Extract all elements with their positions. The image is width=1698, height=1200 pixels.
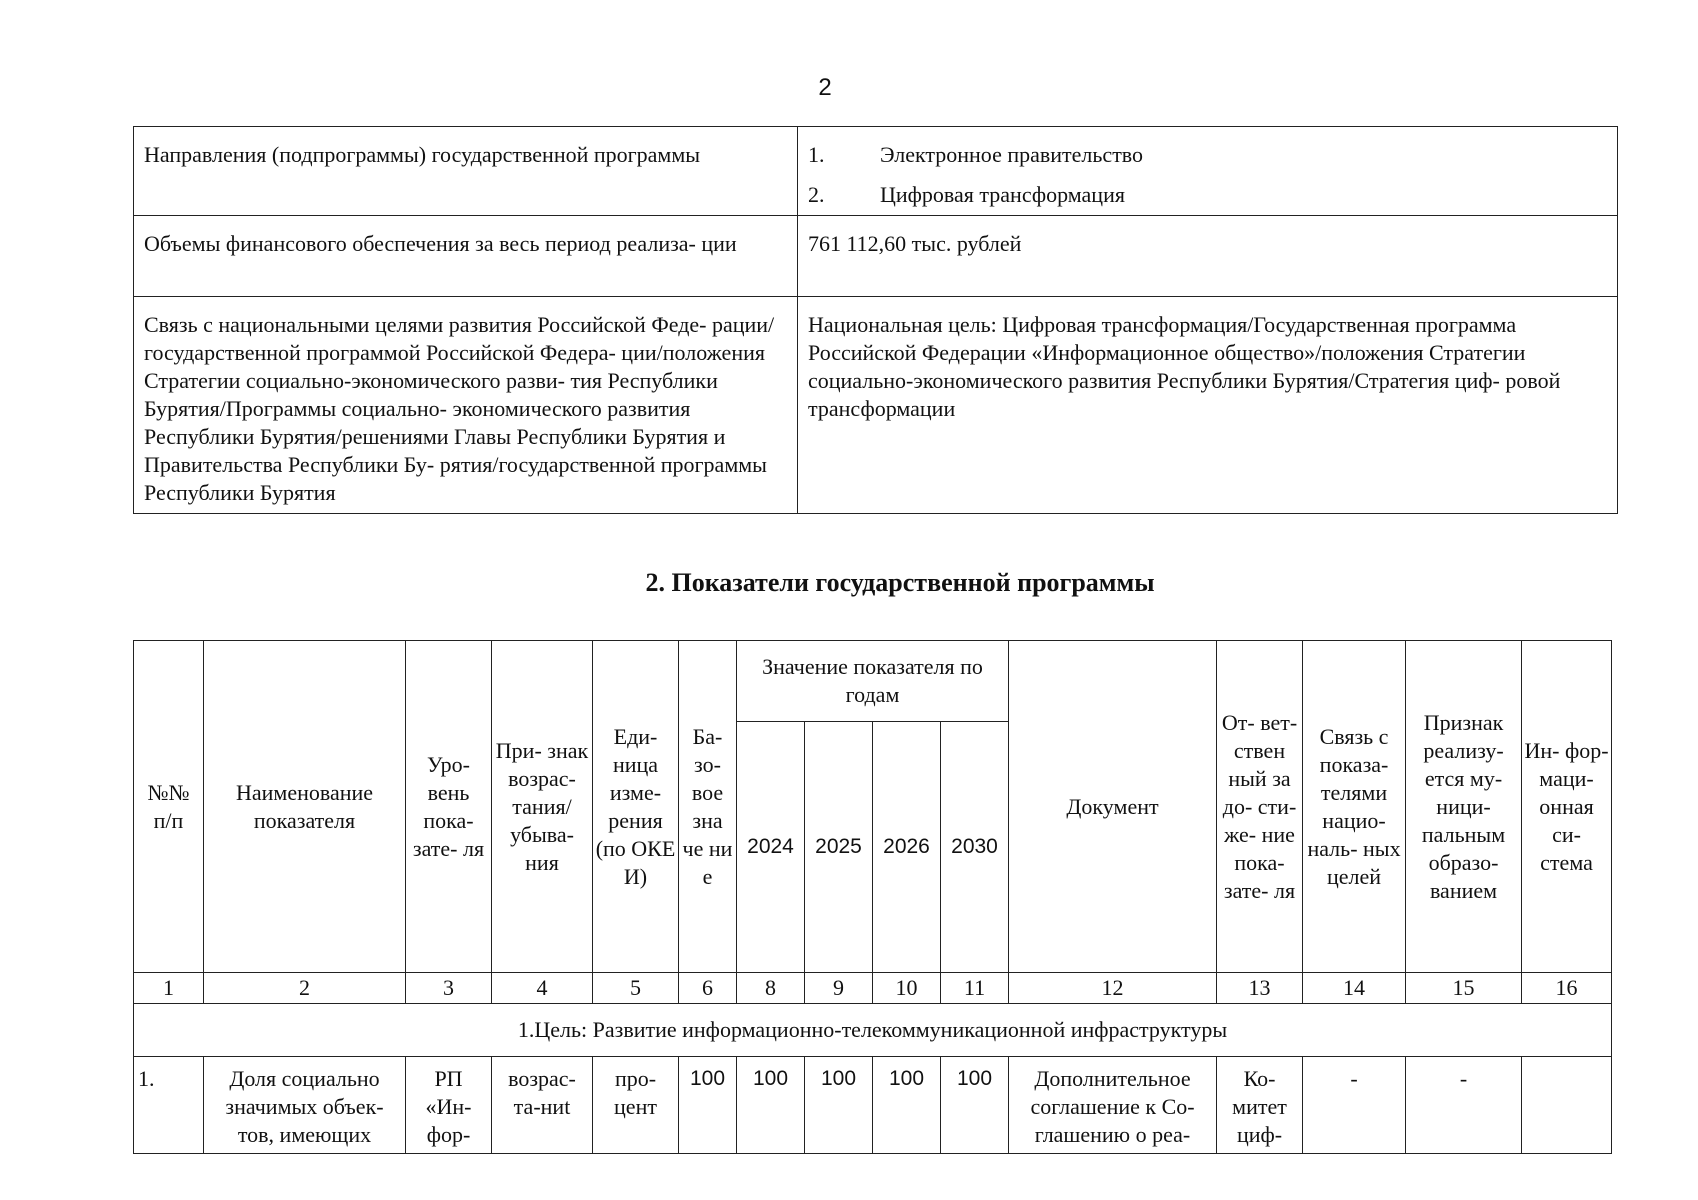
row-municipal: - (1406, 1057, 1522, 1154)
column-number: 16 (1522, 973, 1612, 1004)
column-number: 3 (406, 973, 492, 1004)
passport-value (798, 127, 1618, 216)
section-title: 2. Показатели государственной программы (645, 568, 1155, 597)
header-level: Уро- вень пока- зате- ля (406, 641, 492, 973)
direction-text: Цифровая трансформация (880, 182, 1125, 207)
table-row (134, 1057, 1612, 1154)
row-document: Дополнительное соглашение к Со- глашению о реа- (1009, 1057, 1217, 1154)
header-link: Связь с показа- телями нацио- наль- ных целей (1303, 641, 1406, 973)
column-number: 15 (1406, 973, 1522, 1004)
direction-number: 2. (808, 182, 825, 207)
passport-label: Объемы финансового обеспечения за весь период реализа- ции (134, 216, 798, 297)
header-name: Наименование показателя (204, 641, 406, 973)
header-years-group: Значение показателя по годам (737, 641, 1009, 722)
row-value-2026: 100 (873, 1057, 941, 1154)
column-number: 1 (134, 973, 204, 1004)
row-unit: про- цент (593, 1057, 679, 1154)
column-number: 12 (1009, 973, 1217, 1004)
header-num: №№ п/п (134, 641, 204, 973)
direction-item (808, 141, 1607, 169)
header-base: Ба- зо- вое зна че ни е (679, 641, 737, 973)
header-info-system: Ин- фор- маци- онная си- стема (1522, 641, 1612, 973)
direction-text: Электронное правительство (880, 142, 1144, 167)
column-number: 9 (805, 973, 873, 1004)
direction-item (808, 181, 1607, 209)
header-document: Документ (1009, 641, 1217, 973)
passport-table (133, 126, 1618, 514)
header-year: 2026 (873, 722, 941, 973)
column-number: 14 (1303, 973, 1406, 1004)
passport-row-funding (134, 216, 1618, 297)
column-number: 4 (492, 973, 593, 1004)
row-value-2030: 100 (941, 1057, 1009, 1154)
row-name: Доля социально значимых объек- тов, имеющих (204, 1057, 406, 1154)
header-trend: При- знак возрас- тания/ убыва- ния (492, 641, 593, 973)
direction-number: 1. (808, 142, 825, 167)
column-number: 5 (593, 973, 679, 1004)
row-responsible: Ко- митет циф- (1217, 1057, 1303, 1154)
row-trend: возрас- та-ниt (492, 1057, 593, 1154)
column-number: 6 (679, 973, 737, 1004)
indicators-table (133, 640, 1612, 1154)
passport-label: Направления (подпрограммы) государственной программы (134, 127, 798, 216)
row-base: 100 (679, 1057, 737, 1154)
row-value-2024: 100 (737, 1057, 805, 1154)
column-number: 2 (204, 973, 406, 1004)
passport-row-national-goals (134, 297, 1618, 514)
passport-label: Связь с национальными целями развития Российской Феде- рации/государственной программой Российской Федера- ции/положения Стратегии социально-экономического разви- тия Республики Бурятия/Программы социально- экономического развития Республики Бурятия/решениями Главы Республики Бурятия и Правительства Республики Бу- рятия/государственной программы Республики Бурятия (134, 297, 798, 514)
column-numbers-row (134, 973, 1612, 1004)
column-number: 13 (1217, 973, 1303, 1004)
row-num: 1. (134, 1057, 204, 1154)
header-year: 2024 (737, 722, 805, 973)
header-municipal: Признак реализу- ется му- ници- пальным образо- ванием (1406, 641, 1522, 973)
header-row (134, 641, 1612, 722)
row-info-system (1522, 1057, 1612, 1154)
header-unit: Еди- ница изме- рения (по ОКЕ И) (593, 641, 679, 973)
row-level: РП «Ин- фор- (406, 1057, 492, 1154)
goal-row (134, 1004, 1612, 1057)
header-responsible: От- вет- ствен ный за до- сти- же- ние пока- зате- ля (1217, 641, 1303, 973)
page-number: 2 (818, 74, 832, 101)
row-link: - (1303, 1057, 1406, 1154)
goal-text: 1.Цель: Развитие информационно-телекоммуникационной инфраструктуры (134, 1004, 1612, 1057)
header-year: 2025 (805, 722, 873, 973)
column-number: 8 (737, 973, 805, 1004)
column-number: 11 (941, 973, 1009, 1004)
header-year: 2030 (941, 722, 1009, 973)
passport-value: Национальная цель: Цифровая трансформация/Государственная программа Российской Федерации «Информационное общество»/положения Стратегии социально-экономического развития Республики Бурятия/Стратегия циф- ровой трансформации (798, 297, 1618, 514)
passport-row-directions (134, 127, 1618, 216)
row-value-2025: 100 (805, 1057, 873, 1154)
passport-value: 761 112,60 тыс. рублей (798, 216, 1618, 297)
column-number: 10 (873, 973, 941, 1004)
